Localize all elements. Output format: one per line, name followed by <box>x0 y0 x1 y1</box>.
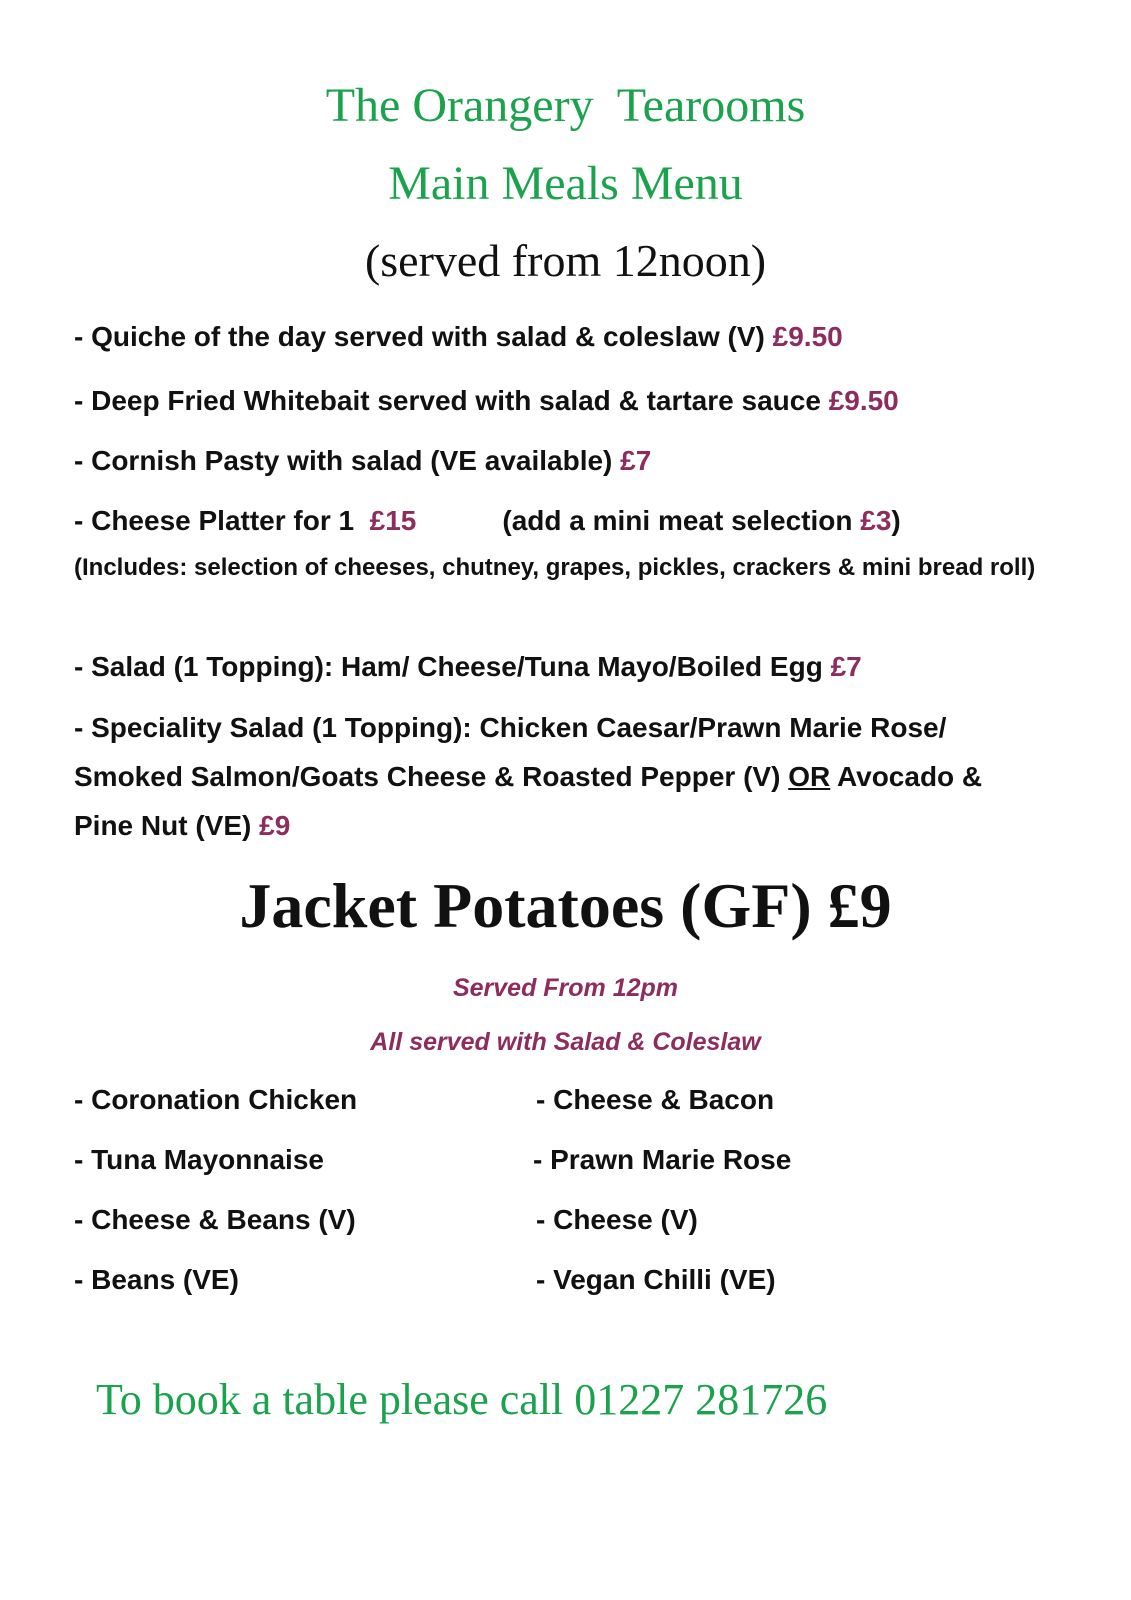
menu-item-text: - Cheese Platter for 1 <box>74 505 370 536</box>
menu-item-price: £7 <box>620 445 652 476</box>
menu-item-price: £9.50 <box>772 321 843 352</box>
menu-item-price: £7 <box>830 651 862 682</box>
jacket-potatoes-title: Jacket Potatoes (GF) £9 <box>239 870 892 941</box>
menu-item-price: £9 <box>259 810 291 841</box>
menu-item-text: - Speciality Salad (1 Topping): Chicken Caesar/Prawn Marie Rose/ Smoked Salmon/Goats Cheese & Roasted Pepper (V) <box>74 712 947 792</box>
menu-item-price: £9.50 <box>828 385 899 416</box>
menu-item-text: - Deep Fried Whitebait served with salad & tartare sauce <box>74 385 829 416</box>
menu-item-cheese-platter <box>74 504 1064 538</box>
venue-title: The Orangery Tearooms <box>325 79 806 132</box>
filling-item: - Cheese (V) <box>536 1204 698 1235</box>
menu-item-text: - Salad (1 Topping): Ham/ Cheese/Tuna Mayo/Boiled Egg <box>74 651 831 682</box>
addon-text: (add a mini meat selection <box>502 505 861 536</box>
menu-item-pasty <box>74 444 1064 478</box>
menu-item-salad <box>74 650 1064 684</box>
menu-item-whitebait <box>74 384 1064 418</box>
menu-item-quiche <box>74 320 1064 354</box>
filling-item: - Vegan Chilli (VE) <box>536 1264 776 1295</box>
served-time: (served from 12noon) <box>364 235 767 286</box>
jacket-served-with: All served with Salad & Coleslaw <box>370 1028 761 1056</box>
filling-item: - Beans (VE) <box>74 1264 239 1295</box>
menu-item-speciality-salad <box>74 703 1034 850</box>
booking-line: To book a table please call 01227 281726 <box>96 1375 828 1424</box>
jacket-served-from: Served From 12pm <box>452 974 679 1002</box>
addon-close: ) <box>891 505 901 536</box>
menu-item-text: - Quiche of the day served with salad & coleslaw (V) <box>74 321 773 352</box>
cheese-platter-includes: (Includes: selection of cheeses, chutney, grapes, pickles, crackers & mini bread roll) <box>74 554 1036 581</box>
menu-item-price: £15 <box>369 505 417 536</box>
menu-title: Main Meals Menu <box>388 157 743 210</box>
menu-item-text-end: Avocado & Pine Nut (VE) <box>74 761 983 841</box>
or-text: OR <box>788 761 831 792</box>
filling-item: - Tuna Mayonnaise <box>74 1144 324 1175</box>
menu-item-text: - Cornish Pasty with salad (VE available) <box>74 445 621 476</box>
addon-price: £3 <box>860 505 892 536</box>
filling-item: - Cheese & Beans (V) <box>74 1204 356 1235</box>
filling-item: - Prawn Marie Rose <box>533 1144 792 1175</box>
filling-item: - Coronation Chicken <box>74 1084 358 1115</box>
filling-item: - Cheese & Bacon <box>536 1084 775 1115</box>
